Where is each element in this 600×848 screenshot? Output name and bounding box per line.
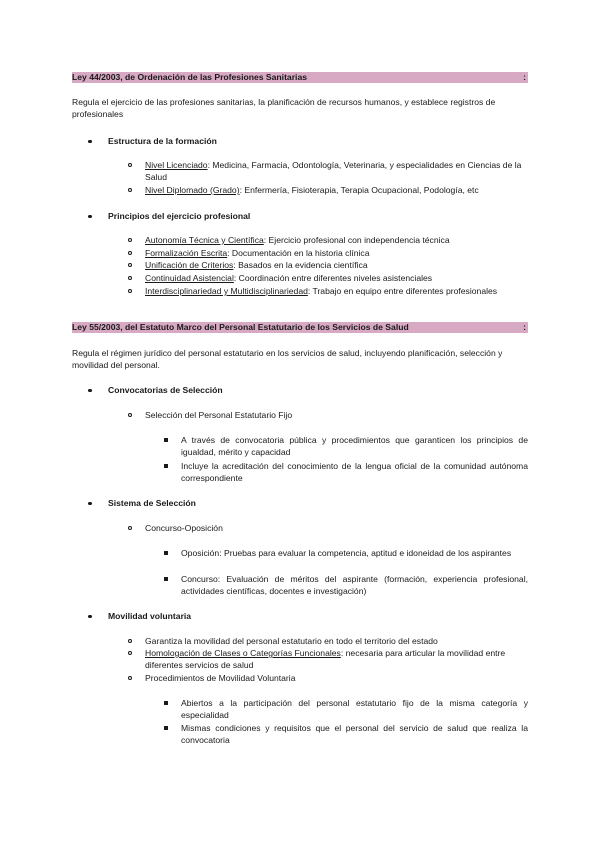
list-item-movilidad: Garantiza la movilidad del personal estatutario en todo el territorio del estado — [128, 635, 528, 647]
list-item-sistema: Oposición: Pruebas para evaluar la competencia, aptitud e idoneidad de los aspirantes — [164, 547, 528, 559]
list-item-principio: Formalización Escrita: Documentación en la historia clínica — [128, 247, 528, 259]
term: Nivel Licenciado — [145, 160, 208, 170]
square-bullet-icon — [164, 438, 168, 442]
section1-title: Ley 44/2003, de Ordenación de las Profesiones Sanitarias — [72, 72, 308, 82]
bullet-movilidad: Movilidad voluntaria — [88, 610, 191, 622]
list-item-principio: Interdisciplinariedad y Multidisciplinariedad: Trabajo en equipo entre diferentes profesionales — [128, 285, 528, 297]
section1-heading — [72, 72, 528, 83]
section2-colon: : — [523, 322, 526, 332]
list-item-procedimientos: Procedimientos de Movilidad Voluntaria — [128, 672, 528, 684]
list-item-principio: Continuidad Asistencial: Coordinación entre diferentes niveles asistenciales — [128, 272, 528, 284]
circle-bullet-icon — [128, 676, 132, 680]
list-item-convocatoria: A través de convocatoria pública y procedimientos que garanticen los principios de igualdad, mérito y capacidad — [164, 434, 528, 459]
list-item-nivel-diplomado: Nivel Diplomado (Grado): Enfermería, Fisioterapia, Terapia Ocupacional, Podología, etc — [128, 184, 528, 196]
list-item-principio: Unificación de Criterios: Basados en la evidencia científica — [128, 259, 528, 271]
list-item-procedimiento: Abiertos a la participación del personal estatutario fijo de la misma categoría y especialidad — [164, 697, 528, 722]
list-item-concurso-oposicion: Concurso-Oposición — [128, 522, 528, 534]
bullet-formacion: Estructura de la formación — [88, 135, 217, 147]
section2-heading — [72, 322, 528, 333]
square-bullet-icon — [164, 726, 168, 730]
section2-description: Regula el régimen jurídico del personal estatutario en los servicios de salud, incluyendo planificación, selección y movilidad del personal. — [72, 348, 503, 371]
circle-bullet-icon — [128, 188, 132, 192]
circle-bullet-icon — [128, 276, 132, 280]
bullet-sistema: Sistema de Selección — [88, 497, 196, 509]
square-bullet-icon — [164, 701, 168, 705]
list-item-convocatoria: Incluye la acreditación del conocimiento de la lengua oficial de la comunidad autónoma correspondiente — [164, 460, 528, 485]
circle-bullet-icon — [128, 238, 132, 242]
square-bullet-icon — [164, 551, 168, 555]
term: Nivel Diplomado (Grado) — [145, 185, 240, 195]
circle-bullet-icon — [128, 651, 132, 655]
circle-bullet-icon — [128, 289, 132, 293]
square-bullet-icon — [164, 464, 168, 468]
section1-description: Regula el ejercicio de las profesiones sanitarias, la planificación de recursos humanos, y establece registros de profesionales — [72, 97, 496, 120]
circle-bullet-icon — [128, 526, 132, 530]
list-item-sistema: Concurso: Evaluación de méritos del aspirante (formación, experiencia profesional, actividades científicas, docentes e investigación) — [164, 573, 528, 598]
section1-colon: : — [523, 72, 526, 82]
circle-bullet-icon — [128, 639, 132, 643]
section2-title: Ley 55/2003, del Estatuto Marco del Personal Estatutario de los Servicios de Salud — [72, 322, 409, 332]
list-item-nivel-licenciado: Nivel Licenciado: Medicina, Farmacia, Odontología, Veterinaria, y especialidades en Ciencias de la Salud — [128, 159, 528, 184]
circle-bullet-icon — [128, 251, 132, 255]
list-item-principio: Autonomía Técnica y Científica: Ejercicio profesional con independencia técnica — [128, 234, 528, 246]
circle-bullet-icon — [128, 263, 132, 267]
list-item-procedimiento: Mismas condiciones y requisitos que el personal del servicio de salud que realiza la convocatoria — [164, 722, 528, 747]
list-item-seleccion: Selección del Personal Estatutario Fijo — [128, 409, 528, 421]
list-item-homologacion: Homologación de Clases o Categorías Funcionales: necesaria para articular la movilidad entre diferentes servicios de salud — [128, 647, 528, 672]
circle-bullet-icon — [128, 163, 132, 167]
circle-bullet-icon — [128, 413, 132, 417]
square-bullet-icon — [164, 577, 168, 581]
bullet-principios: Principios del ejercicio profesional — [88, 210, 250, 222]
bullet-convocatorias: Convocatorias de Selección — [88, 384, 223, 396]
